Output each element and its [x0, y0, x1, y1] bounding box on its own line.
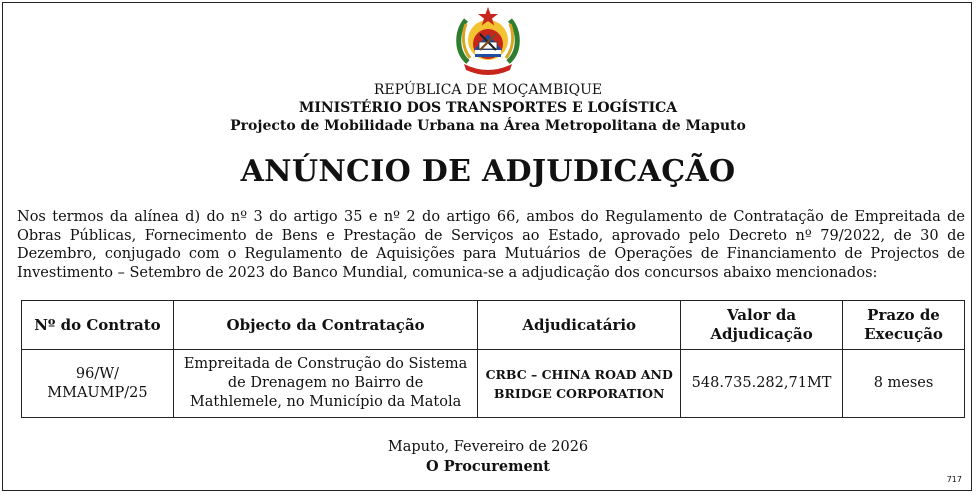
header-awardee: Adjudicatário [478, 301, 681, 350]
mozambique-coat-of-arms-icon [446, 4, 530, 78]
ministry-name: MINISTÉRIO DOS TRANSPORTES E LOGÍSTICA [298, 100, 678, 116]
header-contract-number: Nº do Contrato [22, 301, 174, 350]
header-contract-object: Objecto da Contratação [173, 301, 477, 350]
cell-contract-number: 96/W/ MMAUMP/25 [22, 350, 174, 418]
intro-paragraph: Nos termos da alínea d) do nº 3 do artigo 35 e nº 2 do artigo 66, ambos do Regulamento de Contratação de Empreitada de Obras Públicas, Fornecimento de Bens e Prestação de Serviços ao Estado, aprovado pelo Decreto nº 79/2022, de 30 de Dezembro, conjugado com o Regulamento de Aquisições para Mutuários de Operações de Financiamento de Projectos de Investimento – Setembro de 2023 do Banco Mundial, comunica-se a adjudicação dos concursos abaixo mencionados: [17, 209, 965, 281]
signatory: O Procurement [426, 458, 550, 475]
notice-title: ANÚNCIO DE ADJUDICAÇÃO [240, 154, 736, 189]
country-name: REPÚBLICA DE MOÇAMBIQUE [373, 82, 603, 98]
place-date: Maputo, Fevereiro de 2026 [387, 439, 589, 455]
project-name: Projecto de Mobilidade Urbana na Área Metropolitana de Maputo [230, 118, 746, 134]
table-row [22, 350, 965, 418]
page-number: 717 [946, 475, 962, 484]
header-award-value: Valor da Adjudicação [681, 301, 843, 350]
cell-execution-term: 8 meses [843, 350, 965, 418]
award-table [21, 300, 965, 418]
cell-awardee: CRBC – CHINA ROAD AND BRIDGE CORPORATION [478, 350, 681, 418]
table-header-row [22, 301, 965, 350]
cell-award-value: 548.735.282,71MT [681, 350, 843, 418]
cell-contract-object: Empreitada de Construção do Sistema de Drenagem no Bairro de Mathlemele, no Município da Matola [173, 350, 477, 418]
header-execution-term: Prazo de Execução [843, 301, 965, 350]
